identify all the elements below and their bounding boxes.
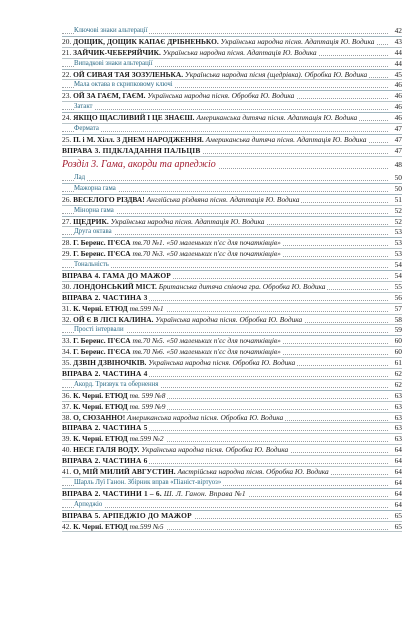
entry-number: 30. <box>62 281 72 291</box>
entry-title: ЩЕДРИК. <box>73 216 109 226</box>
toc-entry[interactable] <box>62 315 402 326</box>
entry-text <box>62 413 285 424</box>
page-number: 44 <box>394 58 402 68</box>
toc-entry[interactable] <box>62 445 402 456</box>
entry-title: К. Черні. ЕТЮД <box>73 303 128 313</box>
entry-text <box>62 336 283 347</box>
toc-entry[interactable] <box>62 70 402 81</box>
toc-exercise-entry[interactable] <box>62 293 402 304</box>
entry-text <box>62 445 290 456</box>
toc-subheading[interactable] <box>62 80 402 91</box>
page-number: 46 <box>394 113 402 123</box>
entry-title: ДОЩИК, ДОЩИК КАПАЄ ДРІБНЕНЬКО. <box>73 36 219 46</box>
page-number: 44 <box>394 47 402 57</box>
subheading-label: Мажорна гама <box>74 184 116 192</box>
entry-text <box>62 391 167 402</box>
page-number: 53 <box>394 227 402 237</box>
page-number: 63 <box>394 401 402 411</box>
entry-number: 27. <box>62 216 72 226</box>
subheading-label: Лад <box>74 174 86 181</box>
entry-description: Українська народна пісня. Адаптація Ю. Водика <box>162 47 317 57</box>
subheading-label: Тональність <box>74 261 109 269</box>
toc-subheading[interactable] <box>62 478 402 489</box>
entry-text <box>74 500 104 511</box>
entry-number: 20. <box>62 36 72 46</box>
entry-text <box>62 91 296 102</box>
page-number: 62 <box>394 369 402 379</box>
subheading-label: Випадкові знаки альтерації <box>74 59 153 67</box>
page-number: 56 <box>394 292 402 302</box>
entry-description: тв.70 №5. «50 маленьких п'єс для початківців» <box>132 336 281 346</box>
entry-text <box>74 184 118 195</box>
page-number: 50 <box>394 173 402 182</box>
exercise-label: ВПРАВА 2. ЧАСТИНА 3 <box>62 292 148 302</box>
section-title: Розділ 3. Гама, акорди та арпеджіо <box>62 159 216 170</box>
toc-entry[interactable] <box>62 37 402 48</box>
entry-text <box>74 59 155 70</box>
subheading-label: Мінорна гама <box>74 206 114 214</box>
page-number: 63 <box>394 423 402 433</box>
toc-entry[interactable] <box>62 249 402 260</box>
toc-entry[interactable] <box>62 48 402 59</box>
entry-description: тв.70 №6. «50 маленьких п'єс для початківців» <box>132 347 281 357</box>
entry-title: ВЕСЕЛОГО РІЗДВА! <box>73 194 145 204</box>
entry-text <box>62 238 283 249</box>
page-number: 46 <box>394 91 402 101</box>
entry-text <box>62 489 248 500</box>
entry-text <box>62 304 166 315</box>
entry-number: 32. <box>62 314 72 324</box>
toc-subheading[interactable] <box>62 184 402 195</box>
toc-exercise-entry[interactable] <box>62 456 402 467</box>
entry-number: 41. <box>62 467 72 477</box>
entry-text <box>74 260 111 271</box>
subheading-label: Шарль Луї Ганон. Збірник вправ «Піаніст-віртуоз» <box>74 478 222 486</box>
page-number: 42 <box>394 26 402 35</box>
entry-text <box>74 325 126 336</box>
entry-title: ЯКЩО ЩАСЛИВИЙ І ЦЕ ЗНАЄШ. <box>73 113 195 123</box>
entry-description: Українська народна пісня. Адаптація Ю. Водика <box>110 216 265 226</box>
page-number: 64 <box>394 499 402 509</box>
entry-text <box>62 217 266 228</box>
entry-text <box>62 347 283 358</box>
entry-text <box>74 478 223 489</box>
entry-title: К. Черні. ЕТЮД <box>73 390 128 400</box>
page-number: 62 <box>394 379 402 389</box>
toc-subheading[interactable] <box>62 227 402 238</box>
entry-text <box>74 102 95 113</box>
toc-entry[interactable] <box>62 282 402 293</box>
entry-text <box>62 358 297 369</box>
toc-subheading[interactable] <box>62 325 402 336</box>
toc-entry[interactable] <box>62 467 402 478</box>
subheading-label: Акорд. Тризвук та обернення <box>74 380 159 388</box>
entry-text <box>74 80 175 91</box>
subheading-label: Мала октава в скрипковому ключі <box>74 81 173 89</box>
entry-number: 39. <box>62 434 72 444</box>
entry-title: ДЗВІН ДЗВІНОЧКІВ. <box>73 358 147 368</box>
entry-description: тв.599 №1 <box>129 303 164 313</box>
entry-text <box>74 124 101 135</box>
toc-subheading[interactable] <box>62 173 402 184</box>
dot-leader <box>62 180 388 181</box>
entry-number: 28. <box>62 238 72 248</box>
entry-text <box>62 48 319 59</box>
entry-number: 21. <box>62 47 72 57</box>
entry-description: Австрійська народна пісня. Обробка Ю. Водика <box>177 467 329 477</box>
subheading-label: Арпеджіо <box>74 500 103 508</box>
toc-subheading[interactable] <box>62 59 402 70</box>
toc-entry[interactable] <box>62 391 402 402</box>
entry-text <box>62 315 304 326</box>
entry-description: Українська народна пісня. Адаптація Ю. Водика <box>220 36 375 46</box>
entry-description: Американська народна пісня. Обробка Ю. Водика <box>127 412 284 422</box>
subheading-label: Фермата <box>74 125 99 133</box>
entry-number: 35. <box>62 358 72 368</box>
entry-description: Американська дитяча пісня. Адаптація Ю. Водика <box>205 134 367 144</box>
entry-text <box>62 195 301 206</box>
entry-description: тв.70 №1. «50 маленьких п'єс для початківців» <box>132 238 281 248</box>
toc-entry[interactable] <box>62 304 402 315</box>
entry-description: Українська народна пісня. Обробка Ю. Водика <box>141 445 289 455</box>
subheading-label: Прості інтервали <box>74 326 124 334</box>
entry-text <box>62 282 327 293</box>
page-number: 65 <box>394 510 402 520</box>
entry-title: ЗАЙЧИК-ЧЕБЕРЯЙЧИК. <box>73 47 161 57</box>
entry-description: тв. 599 №8 <box>129 390 166 400</box>
entry-text <box>62 249 283 260</box>
page-number: 54 <box>394 260 402 270</box>
page-number: 54 <box>394 271 402 281</box>
entry-title: О, СЮЗАННО! <box>73 412 126 422</box>
entry-text <box>74 26 149 37</box>
toc-exercise-entry[interactable] <box>62 146 402 157</box>
entry-title: ЛОНДОНСЬКИЙ МІСТ. <box>73 281 157 291</box>
entry-text <box>62 423 149 434</box>
entry-number: 24. <box>62 113 72 123</box>
entry-title: Г. Беренс. П'ЄСА <box>73 238 131 248</box>
page-number: 53 <box>394 249 402 259</box>
page-number: 55 <box>394 281 402 291</box>
toc-entry[interactable] <box>62 91 402 102</box>
page-number: 61 <box>394 358 402 368</box>
entry-text <box>62 146 202 157</box>
toc-subheading[interactable] <box>62 380 402 391</box>
entry-description: тв.599 №2 <box>129 434 164 444</box>
page-number: 47 <box>394 145 402 155</box>
entry-number: 29. <box>62 249 72 259</box>
page-number: 64 <box>394 477 402 487</box>
page-number: 46 <box>394 102 402 112</box>
dot-leader <box>62 109 388 110</box>
toc-entry[interactable] <box>62 413 402 424</box>
dot-leader <box>62 507 388 508</box>
dot-leader <box>62 131 388 132</box>
page-number: 57 <box>394 303 402 313</box>
entry-number: 26. <box>62 194 72 204</box>
entry-title: К. Черні. ЕТЮД <box>73 521 128 531</box>
entry-description: тв.599 №5 <box>129 521 164 531</box>
entry-text <box>74 206 116 217</box>
entry-text <box>62 456 149 467</box>
toc-entry[interactable] <box>62 358 402 369</box>
section-heading[interactable] <box>62 158 402 172</box>
entry-number: 36. <box>62 390 72 400</box>
entry-number: 38. <box>62 412 72 422</box>
entry-text <box>62 271 173 282</box>
entry-title: Г. Беренс. П'ЄСА <box>73 249 131 259</box>
toc-exercise-entry[interactable] <box>62 489 402 500</box>
section-page-number: 48 <box>394 160 402 169</box>
entry-text <box>62 135 368 146</box>
page-number: 60 <box>394 347 402 357</box>
toc-section-2-continued <box>62 26 402 157</box>
toc-subheading[interactable] <box>62 500 402 511</box>
entry-title: П. і М. Хілл. З ДНЕМ НАРОДЖЕННЯ. <box>73 134 204 144</box>
toc-subheading[interactable] <box>62 260 402 271</box>
page-number: 51 <box>394 194 402 204</box>
entry-title: Г. Беренс. П'ЄСА <box>73 347 131 357</box>
page-number: 63 <box>394 412 402 422</box>
toc-exercise-entry[interactable] <box>62 271 402 282</box>
toc-entry[interactable] <box>62 195 402 206</box>
page-number: 60 <box>394 336 402 346</box>
entry-description: Українська народна пісня (щедрівка). Обробка Ю. Водика <box>184 69 368 79</box>
subheading-label: Затакт <box>74 103 93 111</box>
page-number: 50 <box>394 183 402 193</box>
exercise-label: ВПРАВА 2. ЧАСТИНА 4 <box>62 369 148 379</box>
dot-leader <box>62 267 388 268</box>
entry-description: Українська народна пісня. Обробка Ю. Водика <box>148 358 296 368</box>
exercise-label: ВПРАВА 4. ГАМА ДО МАЖОР <box>62 271 171 281</box>
entry-title: Г. Беренс. П'ЄСА <box>73 336 131 346</box>
exercise-label: ВПРАВА 2. ЧАСТИНИ 1 – 6. <box>62 488 162 498</box>
entry-description: Українська народна пісня. Обробка Ю. Водика <box>147 91 295 101</box>
exercise-label: ВПРАВА 2. ЧАСТИНА 6 <box>62 456 148 466</box>
toc-entry[interactable] <box>62 238 402 249</box>
toc-entry[interactable] <box>62 135 402 146</box>
exercise-label: ВПРАВА 2. ЧАСТИНА 5 <box>62 423 148 433</box>
subheading-label: Ключові знаки альтерації <box>74 27 148 34</box>
toc-subheading[interactable] <box>62 26 402 37</box>
entry-text <box>62 369 149 380</box>
page-number: 52 <box>394 216 402 226</box>
entry-number: 23. <box>62 91 72 101</box>
toc-entry[interactable] <box>62 434 402 445</box>
page-number: 59 <box>394 325 402 335</box>
entry-description: Американська дитяча пісня. Адаптація Ю. Водика <box>196 113 358 123</box>
page-number: 63 <box>394 390 402 400</box>
exercise-label: ВПРАВА 5. АРПЕДЖІО ДО МАЖОР <box>62 510 192 520</box>
entry-title: НЕСЕ ГАЛЯ ВОДУ. <box>73 445 140 455</box>
entry-title: О, МІЙ МИЛИЙ АВГУСТИН. <box>73 467 176 477</box>
entry-number: 37. <box>62 401 72 411</box>
toc-entry[interactable] <box>62 217 402 228</box>
entry-text <box>62 511 194 522</box>
page-number: 47 <box>394 124 402 134</box>
page-number: 46 <box>394 80 402 90</box>
entry-text <box>62 113 359 124</box>
entry-text <box>62 293 149 304</box>
exercise-label: ВПРАВА 3. ПІДКЛАДАННЯ ПАЛЬЦІВ <box>62 145 201 155</box>
toc-entry[interactable] <box>62 522 402 533</box>
page-number: 53 <box>394 238 402 248</box>
entry-title: К. Черні. ЕТЮД <box>73 434 128 444</box>
page-number: 64 <box>394 467 402 477</box>
page-number: 63 <box>394 434 402 444</box>
entry-number: 31. <box>62 303 72 313</box>
page-number: 58 <box>394 314 402 324</box>
toc-entry[interactable] <box>62 113 402 124</box>
entry-description: тв. 599 №9 <box>129 401 166 411</box>
entry-title: ОЙ ЗА ГАЄМ, ГАЄМ. <box>73 91 146 101</box>
toc-entry[interactable] <box>62 402 402 413</box>
page-number: 43 <box>394 36 402 46</box>
entry-description: Ш. Л. Ганон. Вправа №1 <box>163 488 246 498</box>
toc-exercise-entry[interactable] <box>62 511 402 522</box>
entry-text <box>74 380 160 391</box>
entry-title: К. Черні. ЕТЮД <box>73 401 128 411</box>
toc-section-3 <box>62 173 402 532</box>
toc-entry[interactable] <box>62 347 402 358</box>
entry-text <box>74 227 114 238</box>
entry-text <box>74 173 87 184</box>
subheading-label: Друга октава <box>74 228 112 236</box>
page-number: 64 <box>394 456 402 466</box>
entry-description: тв.70 №3. «50 маленьких п'єс для початківців» <box>132 249 281 259</box>
page-number: 47 <box>394 134 402 144</box>
entry-text <box>62 467 331 478</box>
page-number: 52 <box>394 205 402 215</box>
entry-title: ОЙ СИВАЯ ТАЯ ЗОЗУЛЕНЬКА. <box>73 69 184 79</box>
entry-text <box>62 522 166 533</box>
entry-number: 33. <box>62 336 72 346</box>
page-number: 45 <box>394 69 402 79</box>
entry-title: ОЙ Є В ЛІСІ КАЛИНА. <box>73 314 154 324</box>
page-number: 64 <box>394 488 402 498</box>
entry-text <box>62 434 166 445</box>
entry-number: 34. <box>62 347 72 357</box>
entry-text <box>62 70 369 81</box>
toc-exercise-entry[interactable] <box>62 423 402 434</box>
toc-subheading[interactable] <box>62 124 402 135</box>
entry-description: Британська дитяча співоча гра. Обробка Ю. Водика <box>158 281 326 291</box>
page-number: 64 <box>394 445 402 455</box>
entry-text <box>62 402 167 413</box>
entry-description: Українська народна пісня. Обробка Ю. Водика <box>155 314 303 324</box>
entry-text <box>62 37 376 48</box>
toc-exercise-entry[interactable] <box>62 369 402 380</box>
toc-entry[interactable] <box>62 336 402 347</box>
page-number: 65 <box>394 521 402 531</box>
toc-subheading[interactable] <box>62 102 402 113</box>
entry-description: Англійська різдвяна пісня. Адаптація Ю. Водика <box>146 194 300 204</box>
entry-number: 42. <box>62 521 72 531</box>
entry-number: 40. <box>62 445 72 455</box>
entry-number: 25. <box>62 134 72 144</box>
toc-subheading[interactable] <box>62 206 402 217</box>
entry-number: 22. <box>62 69 72 79</box>
